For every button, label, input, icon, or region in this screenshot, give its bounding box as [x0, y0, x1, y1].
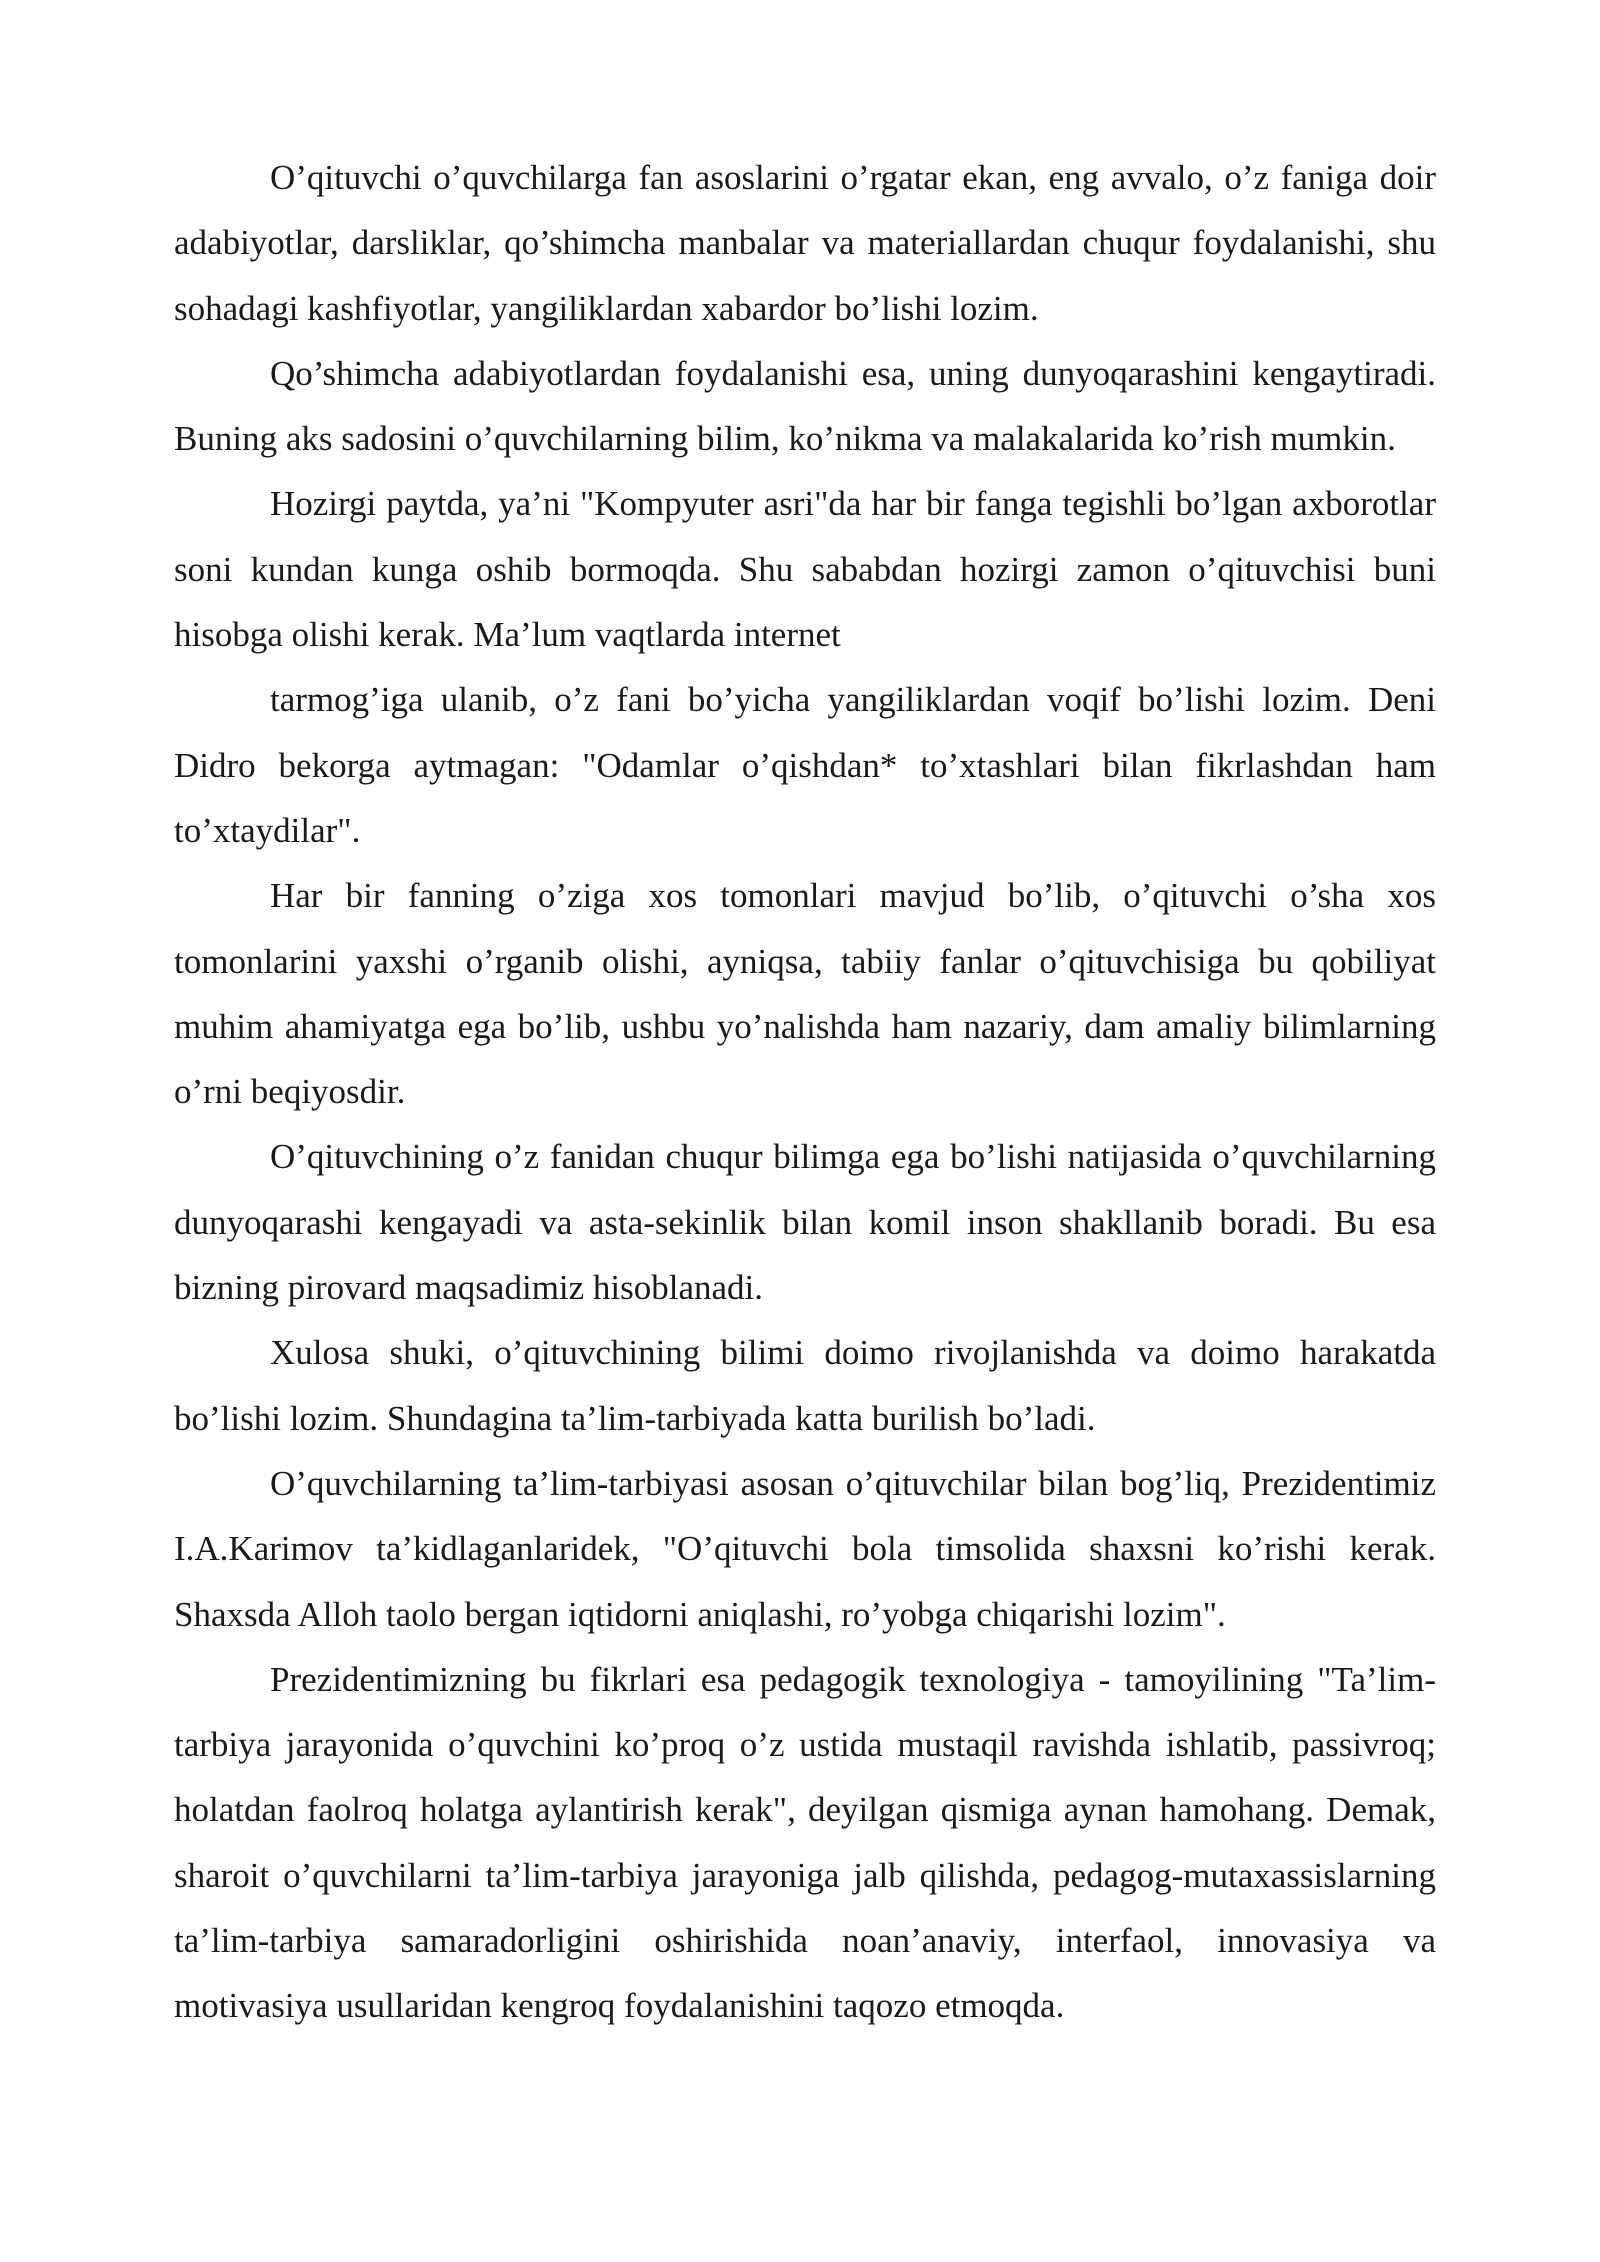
- paragraph-6: O’qituvchining o’z fanidan chuqur bilimga ega bo’lishi natijasida o’quvchilarning dunyoqarashi kengayadi va asta-sekinlik bilan komil inson shakllanib boradi. Bu esa bizning pirovard maqsadimiz hisoblanadi.: [174, 1137, 1436, 1308]
- document-body: [174, 145, 1436, 2039]
- paragraph-8: O’quvchilarning ta’lim-tarbiyasi asosan o’qituvchilar bilan bog’liq, Prezidentimiz I.A.Karimov ta’kidlaganlaridek, "O’qituvchi bola timsolida shaxsni ko’rishi kerak. Shaxsda Alloh taolo bergan iqtidorni aniqlashi, ro’yobga chiqarishi lozim".: [174, 1463, 1436, 1634]
- paragraph-5: Har bir fanning o’ziga xos tomonlari mavjud bo’lib, o’qituvchi o’sha xos tomonlarini yaxshi o’rganib olishi, ayniqsa, tabiiy fanlar o’qituvchisiga bu qobiliyat muhim ahamiyatga ega bo’lib, ushbu yo’nalishda ham nazariy, dam amaliy bilimlarning o’rni beqiyosdir.: [174, 876, 1436, 1112]
- paragraph-1: O’qituvchi o’quvchilarga fan asoslarini o’rgatar ekan, eng avvalo, o’z faniga doir adabiyotlar, darsliklar, qo’shimcha manbalar va materiallardan chuqur foydalanishi, shu sohadagi kashfiyotlar, yangiliklardan xabardor bo’lishi lozim.: [174, 158, 1436, 328]
- paragraph-7: Xulosa shuki, o’qituvchining bilimi doimo rivojlanishda va doimo harakatda bo’lishi lozim. Shundagina ta’lim-tarbiyada katta burilish bo’ladi.: [174, 1333, 1436, 1438]
- paragraph-2: Qo’shimcha adabiyotlardan foydalanishi esa, uning dunyoqarashini kengaytiradi. Buning aks sadosini o’quvchilarning bilim, ko’nikma va malakalarida ko’rish mumkin.: [174, 353, 1436, 459]
- paragraph-9: Prezidentimizning bu fikrlari esa pedagogik texnologiya - tamoyilining "Ta’lim-tarbiya jarayonida o’quvchini ko’proq o’z ustida mustaqil ravishda ishlatib, passivroq; holatdan faolroq holatga aylantirish kerak", deyilgan qismiga aynan hamohang. Demak, sharoit o’quvchilarni ta’lim-tarbiya jarayoniga jalb qilishda, pedagog-mutaxassislarning ta’lim-tarbiya samaradorligini oshirishida noan’anaviy, interfaol, innovasiya va motivasiya usullaridan kengroq foydalanishini taqozo etmoqda.: [174, 1659, 1436, 2026]
- paragraph-3: Hozirgi paytda, ya’ni "Kompyuter asri"da har bir fanga tegishli bo’lgan axborotlar soni kundan kunga oshib bormoqda. Shu sababdan hozirgi zamon o’qituvchisi buni hisobga olishi kerak. Ma’lum vaqtlarda internet: [174, 484, 1436, 655]
- paragraph-4: tarmog’iga ulanib, o’z fani bo’yicha yangiliklardan voqif bo’lishi lozim. Deni Didro bekorga aytmagan: "Odamlar o’qishdan* to’xtashlari bilan fikrlashdan ham to’xtaydilar".: [174, 680, 1436, 850]
